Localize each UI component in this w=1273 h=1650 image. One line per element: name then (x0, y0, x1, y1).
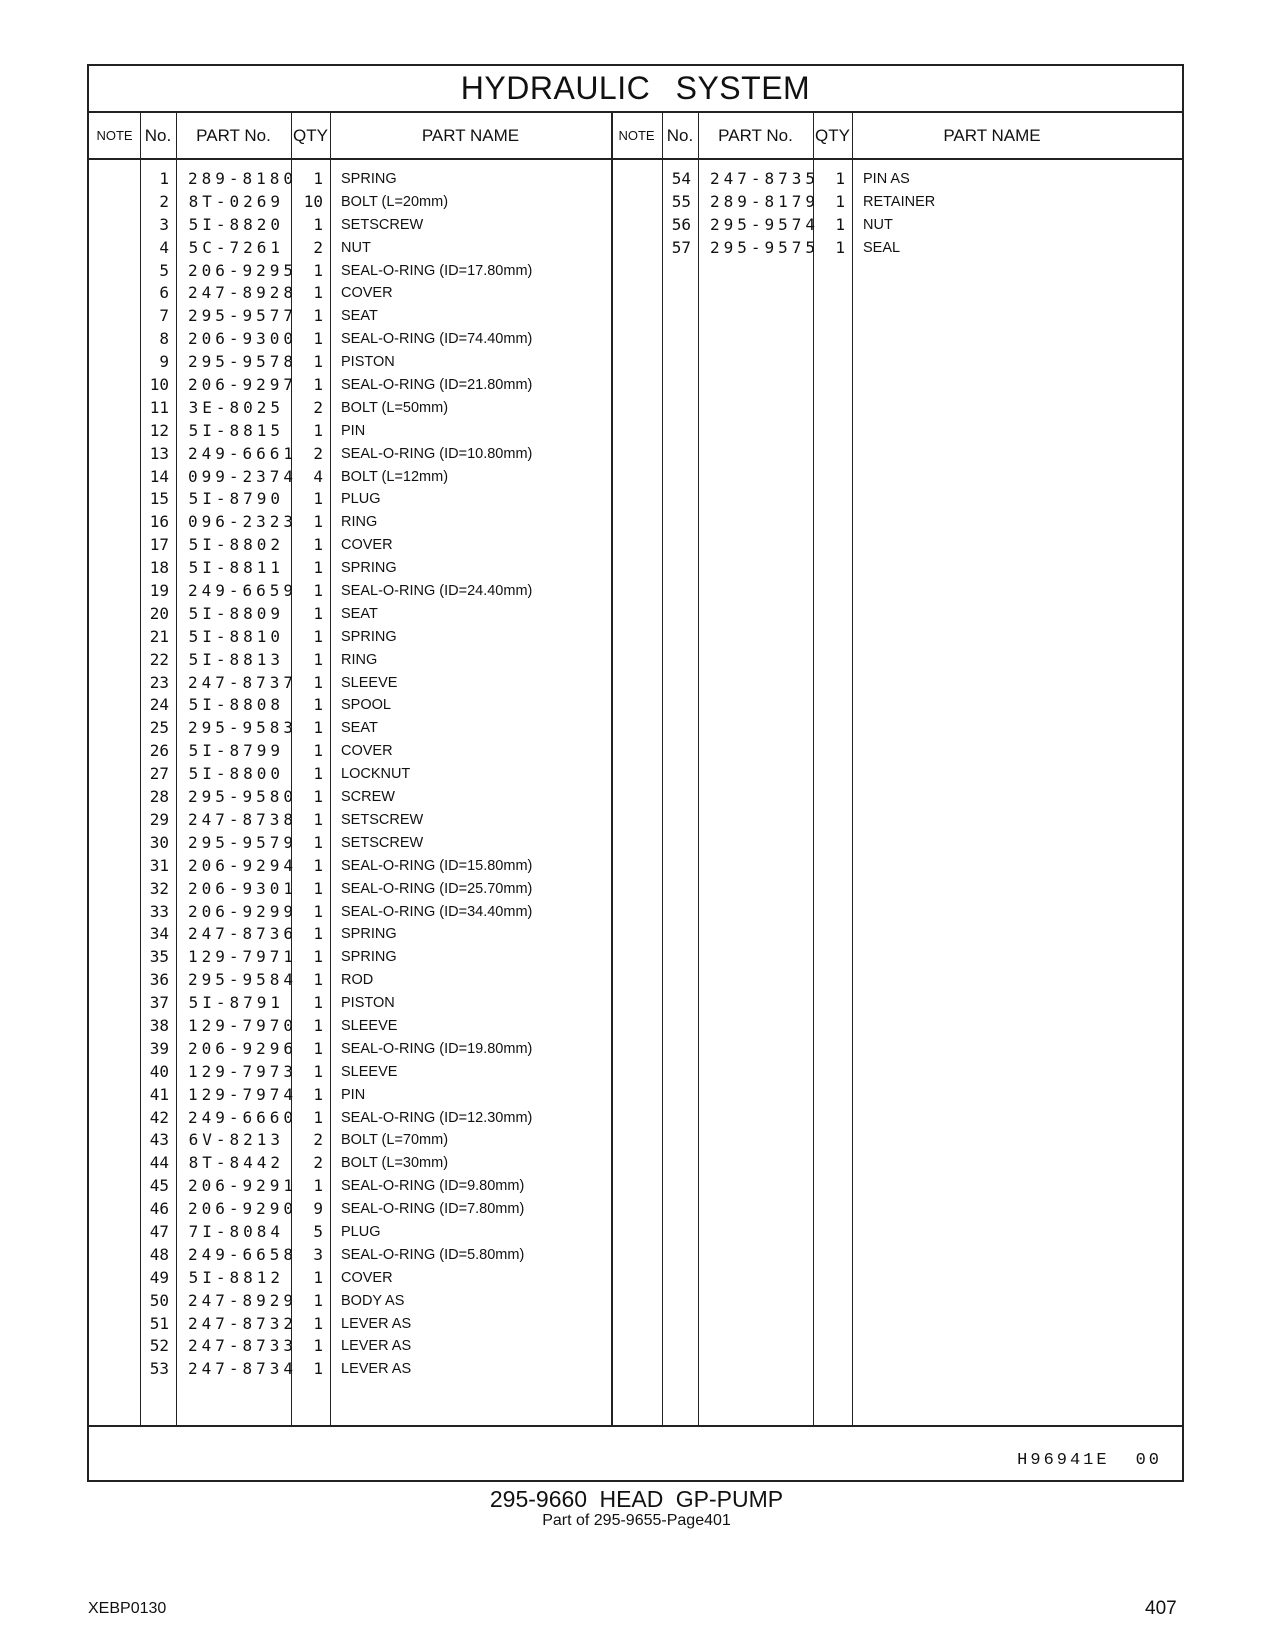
item-number: 32 (149, 878, 169, 898)
part-number: 295-9584 (188, 970, 298, 990)
header-part-name: PART NAME (421, 126, 520, 145)
item-number: 2 (159, 191, 169, 211)
column-divider (852, 113, 853, 1425)
header-part-no-2: PART No. (718, 126, 793, 145)
quantity: 1 (313, 695, 323, 715)
part-name: SEAL-O-RING (ID=19.80mm) (341, 1040, 533, 1057)
part-name: SEAL-O-RING (ID=10.80mm) (341, 445, 533, 462)
part-number: 206-9301 (188, 878, 298, 898)
part-name: PISTON (341, 995, 395, 1012)
item-number: 39 (149, 1038, 169, 1058)
part-number: 295-9574 (710, 214, 820, 234)
item-number: 34 (149, 924, 169, 944)
quantity: 5 (313, 1221, 323, 1241)
part-name: NUT (863, 216, 893, 233)
item-number: 37 (149, 993, 169, 1013)
quantity: 1 (313, 672, 323, 692)
part-number: 5I-8791 (188, 993, 284, 1013)
header-part-name-2: PART NAME (943, 126, 1041, 145)
column-divider (813, 113, 814, 1425)
part-name: SEAL-O-RING (ID=17.80mm) (341, 262, 533, 279)
part-number: 5I-8802 (188, 535, 284, 555)
part-number: 8T-0269 (188, 191, 284, 211)
part-name: SLEEVE (341, 1017, 398, 1034)
part-name: PIN (341, 1086, 366, 1103)
quantity: 1 (313, 1084, 323, 1104)
part-name: SCREW (341, 789, 395, 806)
item-number: 33 (149, 901, 169, 921)
part-name: RETAINER (863, 193, 936, 210)
part-name: BODY AS (341, 1292, 405, 1309)
quantity: 1 (313, 512, 323, 532)
part-number: 295-9579 (188, 832, 298, 852)
item-number: 13 (149, 443, 169, 463)
caption (0, 1486, 1273, 1530)
part-number: 5I-8810 (188, 626, 284, 646)
part-number: 247-8929 (188, 1290, 298, 1310)
part-name: COVER (341, 743, 393, 760)
part-number: 129-7974 (188, 1084, 298, 1104)
item-number: 30 (149, 832, 169, 852)
part-number: 129-7970 (188, 1015, 298, 1035)
part-number: 247-8732 (188, 1313, 298, 1333)
quantity: 1 (313, 924, 323, 944)
right-part-name-column (863, 168, 1123, 260)
quantity: 1 (313, 1267, 323, 1287)
section-title: HYDRAULIC SYSTEM (89, 66, 1182, 113)
quantity: 1 (313, 1313, 323, 1333)
part-name: SEAL-O-RING (ID=7.80mm) (341, 1201, 525, 1218)
part-name: SEAL-O-RING (ID=12.30mm) (341, 1109, 533, 1126)
item-number: 53 (149, 1359, 169, 1379)
quantity: 1 (313, 947, 323, 967)
part-name: RING (341, 651, 378, 668)
left-part-no-column (188, 168, 298, 1381)
part-number: 206-9300 (188, 329, 298, 349)
column-divider (611, 113, 613, 1425)
quantity: 1 (313, 1038, 323, 1058)
part-number: 5I-8815 (188, 420, 284, 440)
quantity: 1 (313, 855, 323, 875)
quantity: 1 (835, 214, 845, 234)
item-number: 19 (149, 581, 169, 601)
item-number: 21 (149, 626, 169, 646)
item-number: 47 (149, 1221, 169, 1241)
quantity: 1 (313, 306, 323, 326)
item-number: 42 (149, 1107, 169, 1127)
caption-subtitle: Part of 295-9655-Page401 (542, 1512, 731, 1529)
quantity: 1 (313, 581, 323, 601)
part-name: BOLT (L=70mm) (341, 1132, 449, 1149)
quantity: 1 (313, 832, 323, 852)
part-number: 129-7973 (188, 1061, 298, 1081)
quantity: 1 (313, 169, 323, 188)
quantity: 1 (313, 1359, 323, 1379)
part-number: 206-9299 (188, 901, 298, 921)
item-number: 50 (149, 1290, 169, 1310)
quantity: 1 (313, 741, 323, 761)
parts-table-frame (87, 64, 1184, 1482)
item-number: 26 (149, 741, 169, 761)
item-number: 8 (159, 329, 169, 349)
part-name: SEAT (341, 605, 378, 622)
part-number: 5I-8790 (188, 489, 284, 509)
quantity: 1 (313, 420, 323, 440)
part-number: 249-6661 (188, 443, 298, 463)
part-number: 5I-8813 (188, 649, 284, 669)
part-name: SPRING (341, 171, 397, 187)
item-number: 46 (149, 1199, 169, 1219)
item-number: 20 (149, 603, 169, 623)
part-name: PIN (341, 422, 366, 439)
item-number: 4 (159, 237, 169, 257)
part-name: COVER (341, 537, 393, 554)
caption-title: 295-9660 HEAD GP-PUMP (489, 1486, 784, 1512)
header-qty-2: QTY (815, 126, 850, 145)
part-number: 295-9577 (188, 306, 298, 326)
part-name: BOLT (L=30mm) (341, 1155, 449, 1172)
quantity: 1 (313, 1336, 323, 1356)
part-name: SEAL-O-RING (ID=74.40mm) (341, 331, 533, 348)
part-name: PLUG (341, 491, 381, 508)
part-name: SEAL-O-RING (ID=9.80mm) (341, 1178, 525, 1195)
item-number: 23 (149, 672, 169, 692)
item-number: 12 (149, 420, 169, 440)
quantity: 1 (313, 764, 323, 784)
quantity: 1 (313, 970, 323, 990)
part-number: 129-7971 (188, 947, 298, 967)
part-number: 249-6658 (188, 1244, 298, 1264)
right-qty-column (813, 168, 845, 260)
item-number: 29 (149, 809, 169, 829)
part-number: 206-9295 (188, 260, 298, 280)
part-number: 5C-7261 (188, 237, 284, 257)
part-number: 295-9583 (188, 718, 298, 738)
column-divider (662, 113, 663, 1425)
part-number: 3E-8025 (188, 397, 284, 417)
part-number: 5I-8811 (188, 558, 284, 578)
item-number: 28 (149, 787, 169, 807)
item-number: 54 (671, 169, 691, 188)
quantity: 1 (313, 603, 323, 623)
part-name: COVER (341, 285, 393, 302)
part-number: 295-9578 (188, 352, 298, 372)
item-number: 14 (149, 466, 169, 486)
part-name: RING (341, 514, 378, 531)
quantity: 2 (313, 397, 323, 417)
item-number: 35 (149, 947, 169, 967)
part-number: 249-6660 (188, 1107, 298, 1127)
item-number: 41 (149, 1084, 169, 1104)
part-name: SEAL-O-RING (ID=24.40mm) (341, 583, 533, 600)
part-name: SPRING (341, 560, 397, 577)
quantity: 3 (313, 1244, 323, 1264)
quantity: 2 (313, 237, 323, 257)
part-number: 295-9580 (188, 787, 298, 807)
item-number: 16 (149, 512, 169, 532)
part-number: 247-8734 (188, 1359, 298, 1379)
item-number: 15 (149, 489, 169, 509)
part-number: 206-9291 (188, 1176, 298, 1196)
quantity: 9 (313, 1199, 323, 1219)
part-name: PISTON (341, 354, 395, 371)
quantity: 2 (313, 1130, 323, 1150)
item-number: 3 (159, 214, 169, 234)
column-divider (176, 113, 177, 1425)
left-part-name-column (341, 168, 606, 1381)
quantity: 1 (313, 1107, 323, 1127)
part-number: 249-6659 (188, 581, 298, 601)
quantity: 1 (313, 1290, 323, 1310)
part-name: SPRING (341, 926, 397, 943)
left-qty-column (291, 168, 323, 1381)
part-number: 6V-8213 (188, 1130, 284, 1150)
item-number: 57 (671, 237, 691, 257)
item-number: 52 (149, 1336, 169, 1356)
item-number: 22 (149, 649, 169, 669)
item-number: 25 (149, 718, 169, 738)
quantity: 1 (313, 787, 323, 807)
part-number: 096-2323 (188, 512, 298, 532)
part-number: 247-8733 (188, 1336, 298, 1356)
part-name: SETSCREW (341, 216, 424, 233)
quantity: 1 (313, 649, 323, 669)
revision-number: 00 (1135, 1451, 1162, 1470)
page-number: 407 (1145, 1598, 1177, 1619)
item-number: 45 (149, 1176, 169, 1196)
item-number: 40 (149, 1061, 169, 1081)
part-name: SETSCREW (341, 834, 424, 851)
item-number: 7 (159, 306, 169, 326)
item-number: 11 (149, 397, 169, 417)
part-name: LOCKNUT (341, 766, 411, 783)
part-name: SEAL-O-RING (ID=5.80mm) (341, 1246, 525, 1263)
header-part-no: PART No. (196, 126, 271, 145)
quantity: 1 (313, 283, 323, 303)
quantity: 1 (313, 329, 323, 349)
item-number: 10 (149, 375, 169, 395)
part-number: 5I-8820 (188, 214, 284, 234)
part-number: 247-8736 (188, 924, 298, 944)
part-number: 289-8179 (710, 191, 820, 211)
part-number: 5I-8812 (188, 1267, 284, 1287)
quantity: 1 (313, 558, 323, 578)
part-name: SLEEVE (341, 1063, 398, 1080)
item-number: 5 (159, 260, 169, 280)
item-number: 18 (149, 558, 169, 578)
part-number: 295-9575 (710, 237, 820, 257)
quantity: 1 (313, 626, 323, 646)
table-header (89, 113, 1182, 160)
quantity: 1 (313, 489, 323, 509)
part-name: BOLT (L=20mm) (341, 193, 449, 210)
item-number: 1 (159, 169, 169, 188)
item-number: 27 (149, 764, 169, 784)
left-no-column (140, 168, 169, 1381)
column-divider (698, 113, 699, 1425)
part-name: SPRING (341, 949, 397, 966)
quantity: 1 (835, 237, 845, 257)
quantity: 1 (313, 214, 323, 234)
header-no-2: No. (666, 126, 694, 145)
part-number: 206-9290 (188, 1199, 298, 1219)
item-number: 6 (159, 283, 169, 303)
part-number: 206-9297 (188, 375, 298, 395)
document-id: XEBP0130 (88, 1600, 167, 1617)
item-number: 55 (671, 191, 691, 211)
quantity: 10 (303, 191, 323, 211)
column-divider (330, 113, 331, 1425)
quantity: 1 (313, 260, 323, 280)
part-number: 7I-8084 (188, 1221, 284, 1241)
quantity: 2 (313, 443, 323, 463)
part-name: ROD (341, 972, 374, 989)
header-no: No. (144, 126, 172, 145)
quantity: 1 (313, 878, 323, 898)
part-name: BOLT (L=50mm) (341, 399, 449, 416)
item-number: 38 (149, 1015, 169, 1035)
part-name: PIN AS (863, 171, 910, 187)
footer-divider (89, 1425, 1182, 1427)
part-name: BOLT (L=12mm) (341, 468, 449, 485)
part-name: COVER (341, 1269, 393, 1286)
part-number: 5I-8808 (188, 695, 284, 715)
part-name: SEAL-O-RING (ID=21.80mm) (341, 377, 533, 394)
part-number: 289-8180 (188, 169, 298, 188)
part-number: 247-8735 (710, 169, 820, 188)
quantity: 1 (313, 1176, 323, 1196)
part-number: 5I-8800 (188, 764, 284, 784)
quantity: 1 (313, 352, 323, 372)
item-number: 48 (149, 1244, 169, 1264)
item-number: 56 (671, 214, 691, 234)
quantity: 1 (313, 1015, 323, 1035)
part-name: NUT (341, 239, 371, 256)
quantity: 1 (313, 1061, 323, 1081)
item-number: 31 (149, 855, 169, 875)
item-number: 24 (149, 695, 169, 715)
quantity: 2 (313, 1153, 323, 1173)
quantity: 1 (835, 191, 845, 211)
part-name: SEAL-O-RING (ID=15.80mm) (341, 857, 533, 874)
item-number: 44 (149, 1153, 169, 1173)
part-name: SEAT (341, 720, 378, 737)
part-number: 247-8738 (188, 809, 298, 829)
quantity: 1 (313, 718, 323, 738)
part-name: SEAL (863, 239, 901, 256)
part-name: LEVER AS (341, 1361, 412, 1378)
quantity: 1 (313, 809, 323, 829)
part-name: SPRING (341, 628, 397, 645)
quantity: 1 (313, 993, 323, 1013)
quantity: 1 (313, 535, 323, 555)
part-name: LEVER AS (341, 1338, 412, 1355)
right-part-no-column (710, 168, 820, 260)
part-number: 099-2374 (188, 466, 298, 486)
part-number: 206-9294 (188, 855, 298, 875)
item-number: 49 (149, 1267, 169, 1287)
item-number: 17 (149, 535, 169, 555)
right-no-column (662, 168, 691, 260)
item-number: 43 (149, 1130, 169, 1150)
header-note: NOTE (96, 128, 133, 143)
part-name: SEAL-O-RING (ID=34.40mm) (341, 903, 533, 920)
part-number: 5I-8799 (188, 741, 284, 761)
part-number: 5I-8809 (188, 603, 284, 623)
quantity: 1 (313, 901, 323, 921)
part-name: SETSCREW (341, 811, 424, 828)
part-name: SLEEVE (341, 674, 398, 691)
part-number: 247-8737 (188, 672, 298, 692)
drawing-number: H96941E (1017, 1451, 1110, 1470)
item-number: 9 (159, 352, 169, 372)
part-name: SEAT (341, 308, 378, 325)
part-number: 206-9296 (188, 1038, 298, 1058)
item-number: 51 (149, 1313, 169, 1333)
part-name: SPOOL (341, 697, 391, 714)
part-number: 8T-8442 (188, 1153, 284, 1173)
part-name: LEVER AS (341, 1315, 412, 1332)
part-name: SEAL-O-RING (ID=25.70mm) (341, 880, 533, 897)
item-number: 36 (149, 970, 169, 990)
header-qty: QTY (293, 126, 328, 145)
drawing-code (1017, 1451, 1162, 1470)
header-note-2: NOTE (618, 128, 655, 143)
quantity: 4 (313, 466, 323, 486)
part-number: 247-8928 (188, 283, 298, 303)
quantity: 1 (835, 169, 845, 188)
part-name: PLUG (341, 1223, 381, 1240)
quantity: 1 (313, 375, 323, 395)
